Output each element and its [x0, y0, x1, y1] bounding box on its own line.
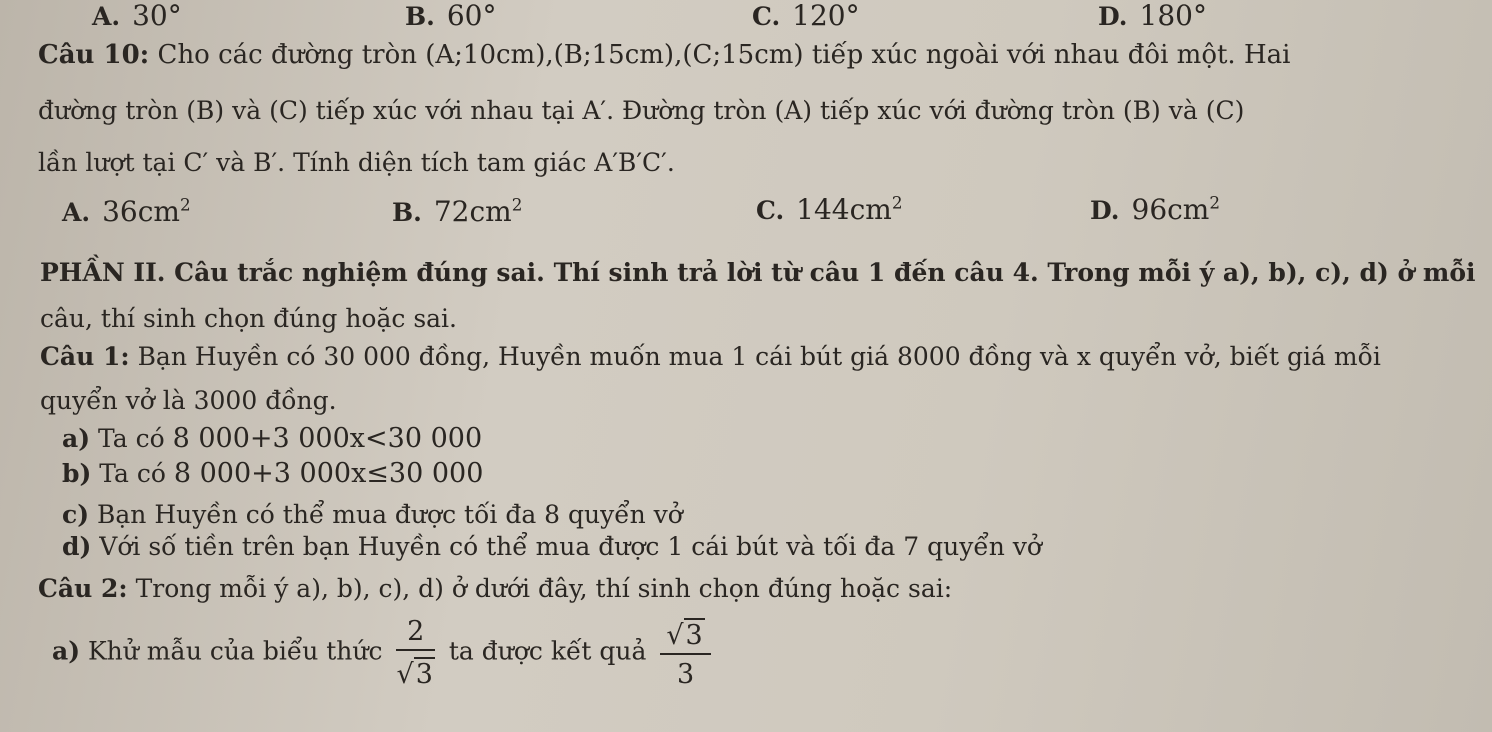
q10-line1 [38, 42, 1290, 68]
item-label: b) [62, 459, 92, 488]
option-value: 30° [132, 0, 182, 32]
item-label: d) [62, 532, 92, 561]
question-label: Câu 10: [38, 40, 150, 70]
radicand: 3 [685, 620, 703, 651]
q1-item-d [62, 534, 1042, 559]
q2-line1 [38, 576, 952, 601]
question-text: Cho các đường tròn (A;10cm),(B;15cm),(C;15cm) tiếp xúc ngoài với nhau đôi một. Hai [157, 40, 1291, 70]
option-value: 96cm [1131, 193, 1210, 226]
item-text: Ta có [97, 424, 165, 453]
option-label: B. [405, 2, 435, 31]
item-text: Khử mẫu của biểu thức [87, 636, 383, 666]
option-d [1098, 2, 1207, 30]
superscript: 2 [891, 192, 903, 213]
fraction-sqrt3-over-3 [660, 618, 710, 688]
q1-line2: quyển vở là 3000 đồng. [40, 386, 337, 415]
question-label: Câu 1: [40, 342, 130, 371]
option-value: 60° [446, 0, 497, 32]
item-label: a) [52, 636, 81, 666]
radicand: 3 [415, 659, 433, 690]
part2-heading-line1: PHẦN II. Câu trắc nghiệm đúng sai. Thí sinh trả lời từ câu 1 đến câu 4. Trong mỗi ý a), b), c), d) ở mỗi [40, 258, 1476, 287]
fraction-denominator: √3 [396, 659, 433, 690]
option-label: D. [1090, 196, 1120, 225]
option-label: C. [752, 2, 781, 31]
inequality: 8 000+3 000x<30 000 [172, 423, 483, 454]
q10-option-c [756, 192, 903, 226]
option-value: 120° [792, 0, 860, 32]
question-label: Câu 2: [38, 574, 128, 603]
item-text: ta được kết quả [448, 636, 647, 666]
option-label: B. [392, 198, 422, 227]
q10-line2: đường tròn (B) và (C) tiếp xúc với nhau tại A′. Đường tròn (A) tiếp xúc với đường tròn (B) và (C) [38, 96, 1245, 125]
item-label: a) [62, 424, 91, 453]
q1-item-a [62, 425, 482, 452]
superscript: 2 [1209, 192, 1221, 213]
superscript: 2 [179, 194, 191, 215]
option-label: C. [756, 196, 785, 225]
fraction-2-over-sqrt3 [396, 618, 434, 688]
option-label: A. [92, 2, 121, 31]
inequality: 8 000+3 000x≤30 000 [173, 458, 484, 489]
fraction-numerator: 2 [396, 618, 434, 651]
superscript: 2 [511, 194, 523, 215]
q10-option-d [1090, 192, 1221, 226]
item-text: Ta có [99, 459, 166, 488]
option-value: 36cm [102, 195, 180, 228]
option-value: 72cm [433, 195, 512, 228]
option-value: 180° [1139, 0, 1207, 32]
question-text: Trong mỗi ý a), b), c), d) ở dưới đây, thí sinh chọn đúng hoặc sai: [135, 574, 953, 603]
option-value: 144cm [796, 193, 892, 226]
q10-option-b [392, 194, 523, 228]
option-c [752, 2, 860, 30]
fraction-numerator: √3 [660, 618, 710, 655]
q2-item-a [52, 618, 717, 688]
option-label: A. [62, 198, 91, 227]
item-text: Với số tiền trên bạn Huyền có thể mua được 1 cái bút và tối đa 7 quyển vở [99, 532, 1042, 561]
item-text: Bạn Huyền có thể mua được tối đa 8 quyển vở [97, 500, 683, 529]
fraction-denominator: 3 [676, 659, 695, 690]
q1-line1 [40, 344, 1381, 369]
q1-item-c [62, 502, 683, 527]
q10-line3: lần lượt tại C′ và B′. Tính diện tích tam giác A′B′C′. [38, 148, 675, 177]
option-label: D. [1098, 2, 1128, 31]
part2-heading-line2: câu, thí sinh chọn đúng hoặc sai. [40, 304, 458, 333]
item-label: c) [62, 500, 90, 529]
q1-item-b [62, 460, 483, 487]
question-text: Bạn Huyền có 30 000 đồng, Huyền muốn mua 1 cái bút giá 8000 đồng và x quyển vở, biết giá mỗi [137, 342, 1381, 371]
q10-option-a [62, 194, 191, 228]
option-b [405, 2, 496, 30]
option-a [92, 2, 182, 30]
